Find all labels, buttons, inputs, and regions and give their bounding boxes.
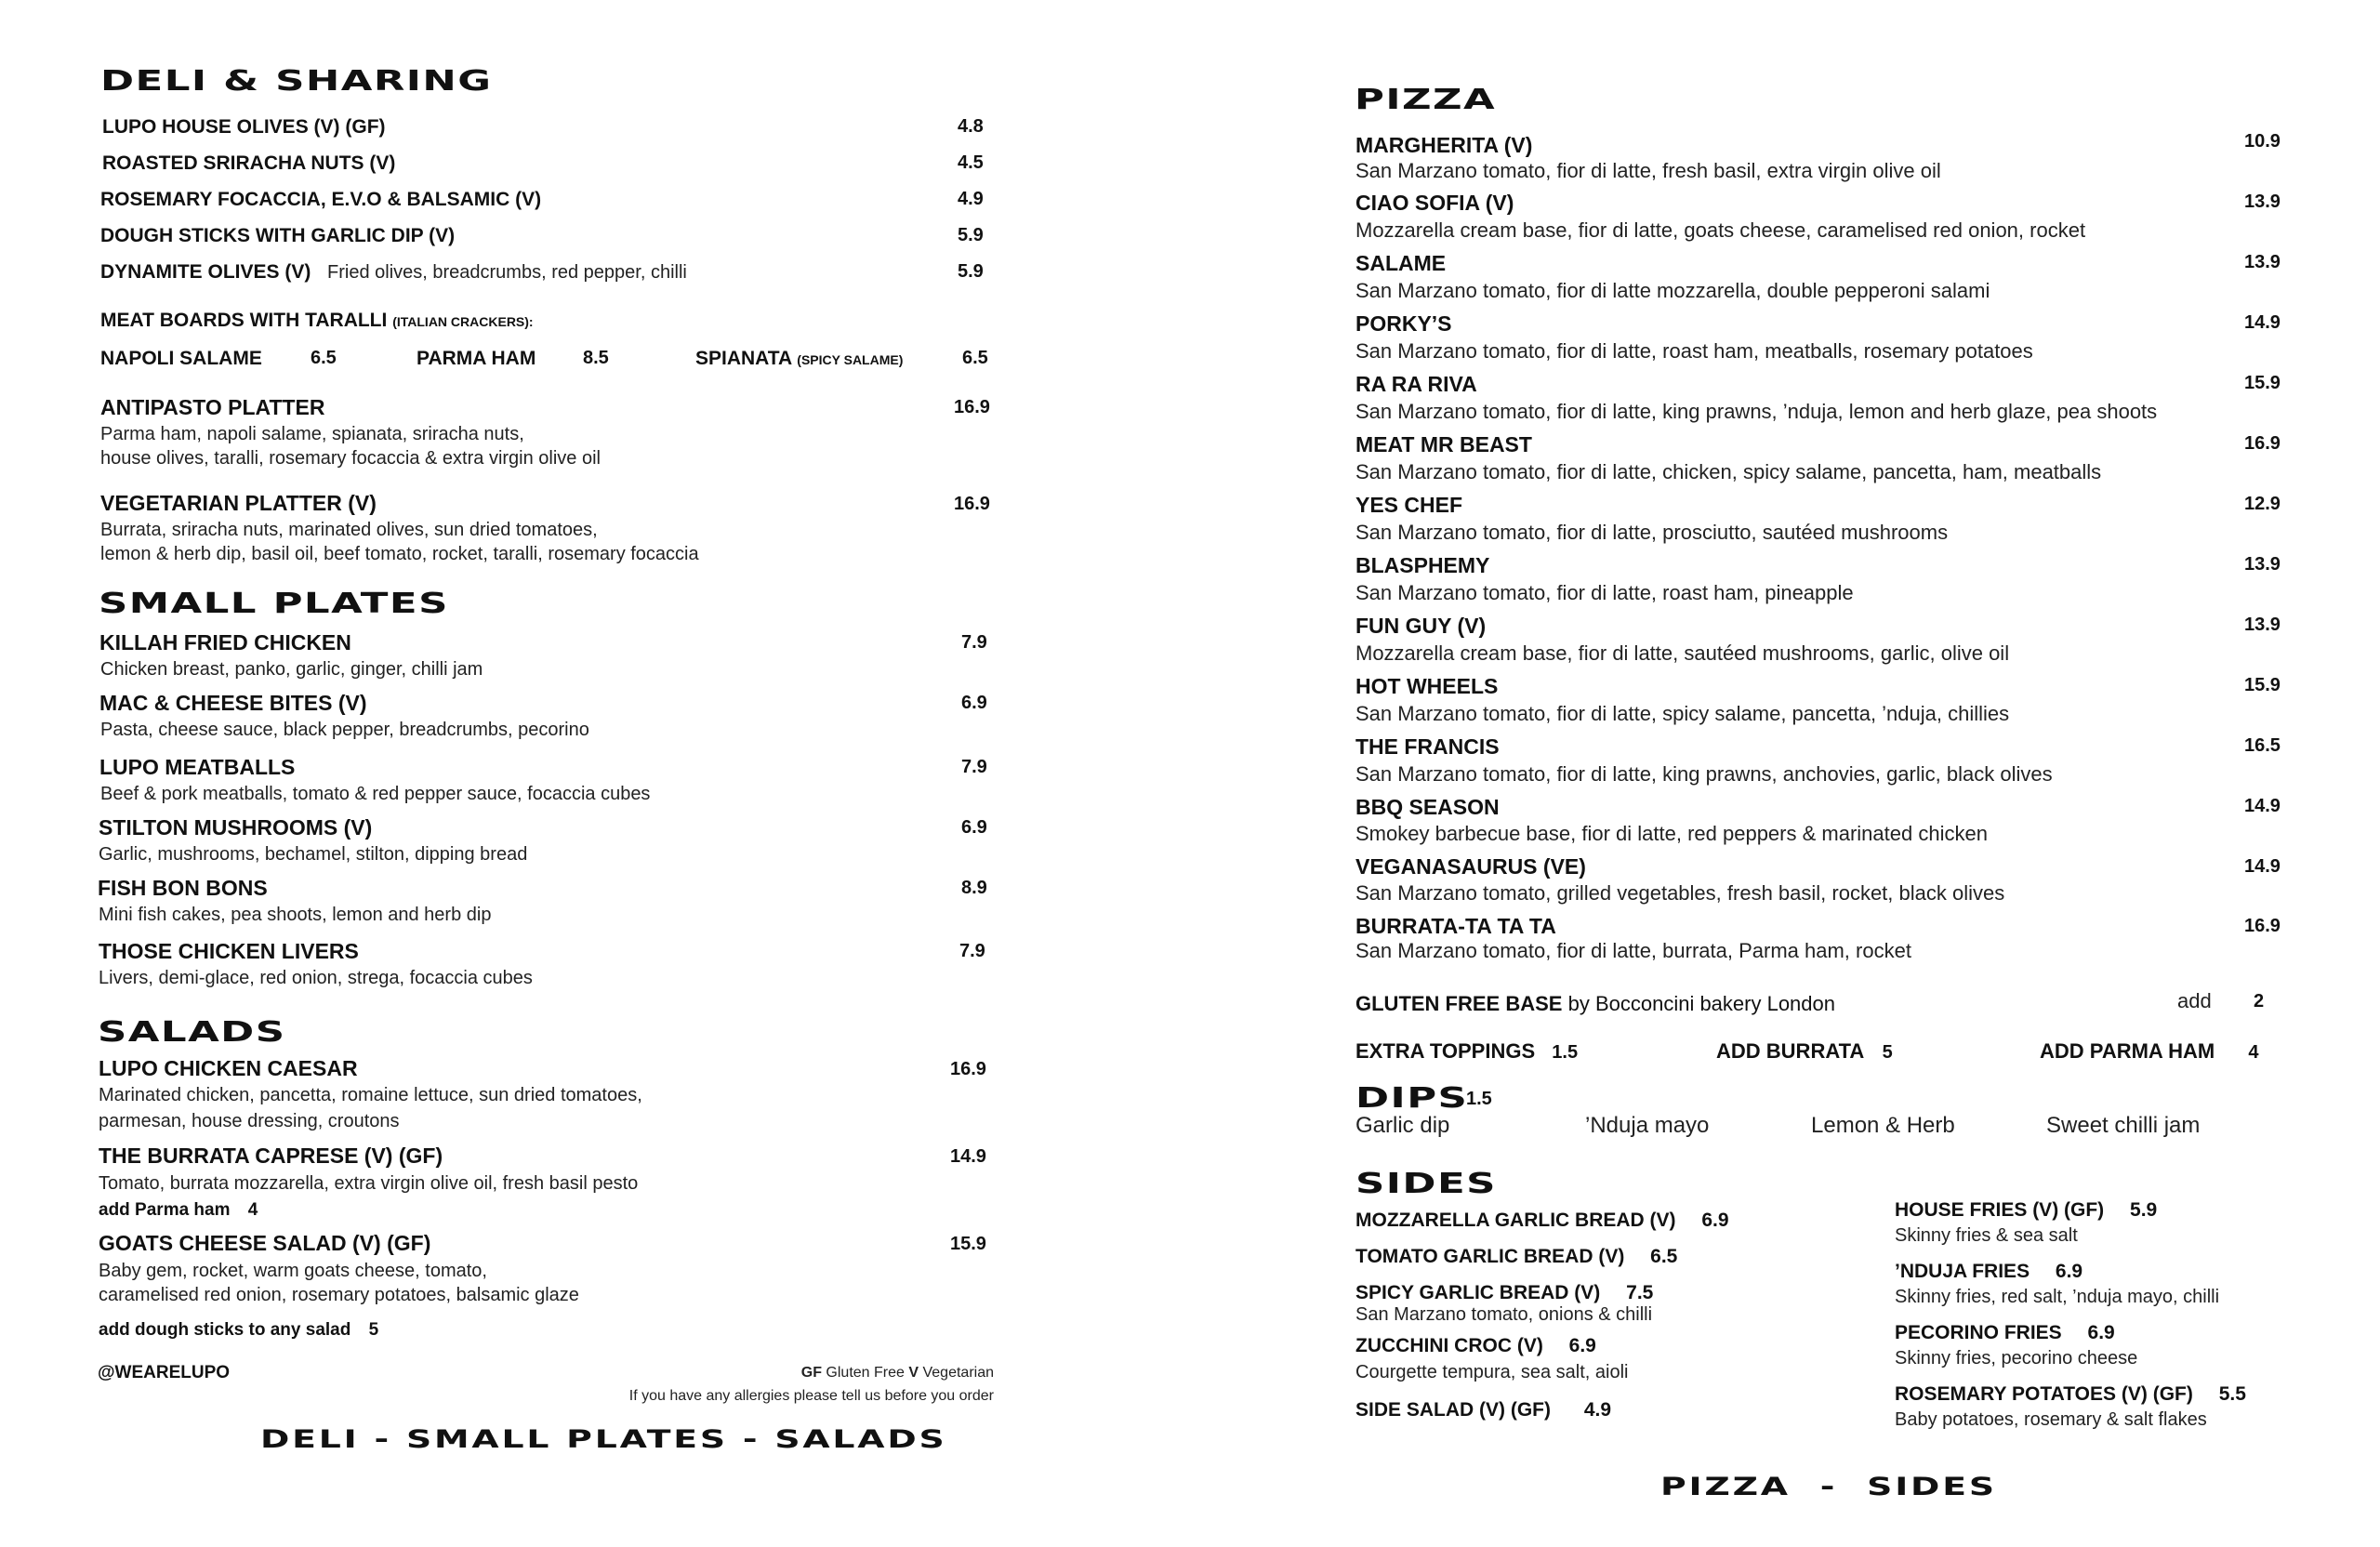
sides-heading: SIDES [1355,1168,1497,1200]
right-page-title: PIZZA - SIDES [1660,1473,1997,1501]
gluten-free-price: 2 [2254,991,2265,1012]
menu-item-name: DOUGH STICKS WITH GARLIC DIP (V) [100,225,456,246]
pizza-name: CIAO SOFIA (V) [1355,191,1514,215]
side-item [1355,1282,1653,1304]
salad-extra-price: 5 [368,1320,379,1340]
pizza-name: PORKY’S [1355,311,1452,336]
platter-price: 16.9 [954,397,990,417]
extra-price: 4 [2248,1042,2259,1063]
dips-heading: DIPS [1355,1082,1469,1115]
side-price: 6.9 [1568,1335,1596,1356]
side-price: 6.5 [1650,1246,1678,1267]
side-name: MOZZARELLA GARLIC BREAD (V) [1355,1210,1676,1231]
menu-item-description: Livers, demi-glace, red onion, strega, focaccia cubes [99,968,533,988]
pizza-price: 13.9 [2244,192,2281,212]
deli-heading: DELI & SHARING [100,65,493,98]
pizza-name: VEGANASAURUS (VE) [1355,854,1586,879]
extra-label: EXTRA TOPPINGS [1355,1039,1536,1063]
menu-item-name: FISH BON BONS [98,876,268,900]
menu-item-name: ROSEMARY FOCACCIA, E.V.O & BALSAMIC (V) [100,189,542,210]
board-name [695,348,903,370]
side-item [1355,1399,1611,1421]
v-text: Vegetarian [922,1365,994,1381]
side-name: SIDE SALAD (V) (GF) [1355,1399,1551,1421]
menu-item-description: Fried olives, breadcrumbs, red pepper, chilli [327,262,687,283]
platter-description: Parma ham, napoli salame, spianata, sriracha nuts, [100,424,524,444]
side-price: 5.9 [2130,1199,2158,1221]
pizza-name: BLASPHEMY [1355,553,1490,577]
side-item [1895,1261,2082,1283]
side-name: ROSEMARY POTATOES (V) (GF) [1895,1383,2193,1405]
pizza-price: 16.9 [2244,916,2281,936]
pizza-description: Mozzarella cream base, fior di latte, goats cheese, caramelised red onion, rocket [1355,218,2086,242]
addon [99,1200,258,1221]
social-handle: @WEARELUPO [98,1363,231,1382]
dietary-legend [801,1365,994,1382]
side-description: San Marzano tomato, onions & chilli [1355,1304,1653,1325]
board-name: NAPOLI SALAME [100,348,262,369]
menu-item-name: LUPO HOUSE OLIVES (V) (GF) [102,116,386,138]
platter-description: Burrata, sriracha nuts, marinated olives, sun dried tomatoes, [100,520,598,540]
platter-description: lemon & herb dip, basil oil, beef tomato, rocket, taralli, rosemary focaccia [100,544,699,564]
side-price: 6.9 [2055,1261,2083,1282]
menu-item-name: STILTON MUSHROOMS (V) [99,815,373,840]
salad-extra-label: add dough sticks to any salad [99,1320,351,1340]
add-burrata [1716,1039,1893,1064]
side-description: Courgette tempura, sea salt, aioli [1355,1362,1629,1382]
menu-item-name: ROASTED SRIRACHA NUTS (V) [102,152,396,174]
gluten-free-base [1355,992,1835,1016]
board-note: (SPICY SALAME) [797,352,904,367]
side-price: 5.5 [2218,1383,2246,1405]
board-name-text: SPIANATA [695,348,792,369]
menu-item-name: MAC & CHEESE BITES (V) [99,691,367,715]
gluten-free-add-label: add [2177,989,2212,1012]
menu-item-description: Beef & pork meatballs, tomato & red pepper sauce, focaccia cubes [100,784,651,804]
side-price: 6.9 [2087,1322,2115,1343]
side-price: 6.9 [1701,1210,1729,1231]
platter-description: house olives, taralli, rosemary focaccia & extra virgin olive oil [100,448,601,469]
meat-boards-note: (ITALIAN CRACKERS): [392,314,534,329]
side-description: Skinny fries & sea salt [1895,1225,2078,1246]
dip-option: Lemon & Herb [1811,1113,1955,1138]
menu-item-price: 5.9 [958,261,984,282]
pizza-name: HOT WHEELS [1355,674,1499,698]
side-name: PECORINO FRIES [1895,1322,2062,1343]
pizza-description: San Marzano tomato, grilled vegetables, fresh basil, rocket, black olives [1355,881,2005,905]
board-price: 8.5 [583,348,609,368]
menu-item-description: Pasta, cheese sauce, black pepper, breadcrumbs, pecorino [100,720,589,740]
pizza-price: 16.5 [2244,735,2281,756]
menu-item-name: LUPO CHICKEN CAESAR [99,1056,358,1080]
pizza-name: SALAME [1355,251,1447,275]
pizza-price: 13.9 [2244,252,2281,272]
pizza-name: RA RA RIVA [1355,372,1477,396]
extra-label: ADD PARMA HAM [2040,1039,2215,1063]
pizza-price: 15.9 [2244,675,2281,695]
pizza-heading: PIZZA [1355,84,1497,116]
salads-heading: SALADS [98,1016,286,1049]
dips-price: 1.5 [1466,1089,1492,1109]
pizza-description: San Marzano tomato, fior di latte, roast ham, meatballs, rosemary potatoes [1355,339,2033,363]
pizza-description: San Marzano tomato, fior di latte, burrata, Parma ham, rocket [1355,939,1911,962]
gluten-free-base-supplier: by Bocconcini bakery London [1567,992,1836,1015]
pizza-name: THE FRANCIS [1355,734,1500,759]
side-item [1895,1322,2115,1344]
extra-toppings [1355,1039,1578,1064]
pizza-price: 16.9 [2244,433,2281,454]
menu-item-price: 7.9 [961,632,987,653]
extra-label: ADD BURRATA [1716,1039,1864,1063]
menu-item-description: Garlic, mushrooms, bechamel, stilton, dipping bread [99,844,528,865]
meat-boards-title: MEAT BOARDS WITH TARALLI [100,310,388,331]
side-item [1895,1383,2246,1406]
side-item [1355,1246,1677,1268]
side-description: Skinny fries, pecorino cheese [1895,1348,2138,1368]
menu-item-description: Marinated chicken, pancetta, romaine lettuce, sun dried tomatoes, [99,1085,642,1105]
menu-item-description: parmesan, house dressing, croutons [99,1111,400,1131]
pizza-description: San Marzano tomato, fior di latte, king prawns, anchovies, garlic, black olives [1355,762,2053,786]
menu-item-name: THOSE CHICKEN LIVERS [99,939,359,963]
menu-item-price: 15.9 [950,1234,986,1254]
gf-text: Gluten Free [826,1365,905,1381]
menu-item-price: 6.9 [961,817,987,838]
platter-name: VEGETARIAN PLATTER (V) [100,491,377,515]
menu-item-description: Mini fish cakes, pea shoots, lemon and herb dip [99,905,492,925]
side-price: 7.5 [1626,1282,1654,1303]
menu-item-description: Baby gem, rocket, warm goats cheese, tomato, [99,1261,487,1281]
pizza-description: San Marzano tomato, fior di latte, king prawns, ’nduja, lemon and herb glaze, pea shoots [1355,400,2158,423]
pizza-price: 10.9 [2244,131,2281,152]
side-price: 4.9 [1583,1399,1612,1421]
addon-label: add Parma ham [99,1200,231,1220]
extra-price: 5 [1882,1042,1893,1063]
pizza-description: Smokey barbecue base, fior di latte, red peppers & marinated chicken [1355,822,1988,845]
salad-extra [99,1320,378,1341]
pizza-price: 12.9 [2244,494,2281,514]
menu-item-description: caramelised red onion, rosemary potatoes, balsamic glaze [99,1285,579,1305]
pizza-name: YES CHEF [1355,493,1463,517]
menu-item-price: 4.9 [958,189,984,209]
platter-price: 16.9 [954,494,990,514]
side-description: Skinny fries, red salt, ’nduja mayo, chilli [1895,1287,2220,1307]
pizza-description: San Marzano tomato, fior di latte mozzarella, double pepperoni salami [1355,279,1990,302]
pizza-description: San Marzano tomato, fior di latte, prosciutto, sautéed mushrooms [1355,521,1949,544]
pizza-name: MARGHERITA (V) [1355,133,1533,157]
side-name: ’NDUJA FRIES [1895,1261,2030,1282]
pizza-description: San Marzano tomato, fior di latte, fresh basil, extra virgin olive oil [1355,159,1941,182]
pizza-name: MEAT MR BEAST [1355,432,1532,456]
dip-option: ’Nduja mayo [1585,1113,1710,1138]
small-plates-heading: SMALL PLATES [99,588,449,620]
pizza-description: Mozzarella cream base, fior di latte, sautéed mushrooms, garlic, olive oil [1355,641,2010,665]
menu-item-name: GOATS CHEESE SALAD (V) (GF) [99,1231,431,1255]
menu-item-description: Chicken breast, panko, garlic, ginger, chilli jam [100,659,483,680]
menu-item-name: LUPO MEATBALLS [99,755,296,779]
menu-item-price: 16.9 [950,1059,986,1079]
menu-item-name: THE BURRATA CAPRESE (V) (GF) [99,1144,443,1168]
pizza-description: San Marzano tomato, fior di latte, spicy salame, pancetta, ’nduja, chillies [1355,702,2010,725]
menu-item-price: 4.5 [958,152,984,173]
pizza-description: San Marzano tomato, fior di latte, chicken, spicy salame, pancetta, ham, meatballs [1355,460,2102,483]
extra-price: 1.5 [1552,1042,1579,1063]
menu-item-price: 8.9 [961,878,987,898]
side-name: ZUCCHINI CROC (V) [1355,1335,1543,1356]
menu-item-name: KILLAH FRIED CHICKEN [99,630,351,654]
pizza-price: 14.9 [2244,856,2281,877]
side-item [1355,1335,1596,1357]
pizza-name: BBQ SEASON [1355,795,1500,819]
platter-name: ANTIPASTO PLATTER [100,395,325,419]
pizza-price: 14.9 [2244,796,2281,816]
addon-price: 4 [247,1200,258,1220]
board-price: 6.5 [311,348,337,368]
allergy-notice: If you have any allergies please tell us before you order [628,1388,994,1404]
menu-item-name: DYNAMITE OLIVES (V) [100,261,311,283]
meat-boards-heading [100,310,534,332]
dip-option: Garlic dip [1355,1113,1450,1138]
v-mark: V [908,1365,919,1381]
side-name: HOUSE FRIES (V) (GF) [1895,1199,2105,1221]
pizza-price: 14.9 [2244,312,2281,333]
menu-item-description: Tomato, burrata mozzarella, extra virgin olive oil, fresh basil pesto [99,1173,639,1194]
menu-item-price: 14.9 [950,1146,986,1167]
side-name: TOMATO GARLIC BREAD (V) [1355,1246,1625,1267]
pizza-name: BURRATA-TA TA TA [1355,914,1556,938]
side-description: Baby potatoes, rosemary & salt flakes [1895,1409,2207,1430]
gf-mark: GF [800,1365,822,1381]
side-item [1895,1199,2157,1222]
pizza-price: 13.9 [2244,615,2281,635]
menu-item-price: 7.9 [961,757,987,777]
dip-option: Sweet chilli jam [2046,1113,2201,1138]
left-page-title: DELI - SMALL PLATES - SALADS [260,1425,947,1454]
board-price: 6.5 [962,348,988,368]
pizza-name: FUN GUY (V) [1355,614,1487,638]
menu-item-price: 7.9 [959,941,985,961]
gluten-free-base-label: GLUTEN FREE BASE [1355,992,1563,1015]
menu-item-price: 5.9 [958,225,984,245]
pizza-description: San Marzano tomato, fior di latte, roast ham, pineapple [1355,581,1854,604]
add-parma-ham [2040,1039,2258,1064]
menu-item-price: 4.8 [958,116,984,137]
pizza-price: 15.9 [2244,373,2281,393]
side-item [1355,1210,1729,1232]
side-name: SPICY GARLIC BREAD (V) [1355,1282,1601,1303]
menu-item-price: 6.9 [961,693,987,713]
board-name: PARMA HAM [416,348,536,369]
pizza-price: 13.9 [2244,554,2281,575]
